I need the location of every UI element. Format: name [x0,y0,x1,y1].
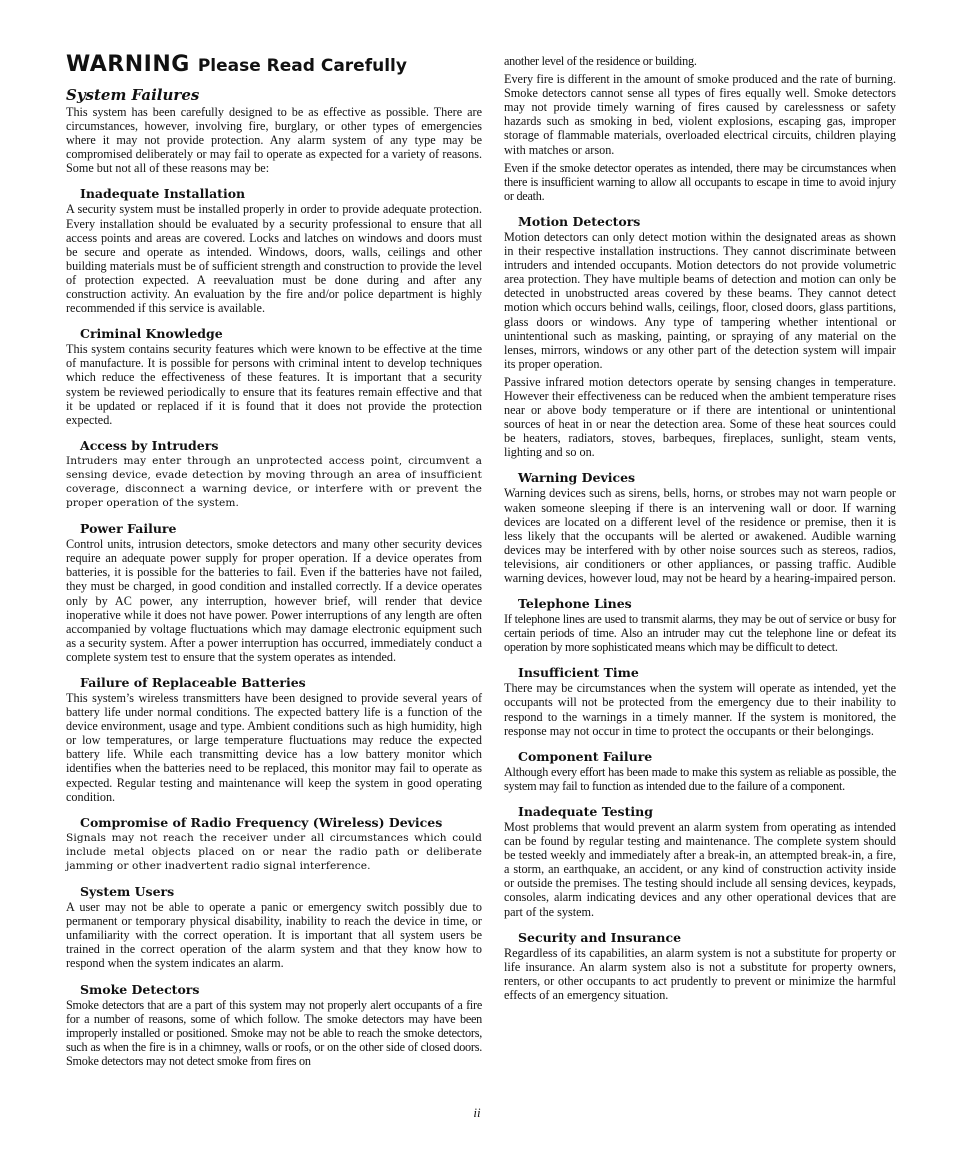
heading-criminal-knowledge: Criminal Knowledge [80,326,223,342]
paragraph-smoke-continued: another level of the residence or building. [504,54,697,68]
heading-inadequate-installation: Inadequate Installation [80,186,246,202]
heading-warning-devices: Warning Devices [518,470,636,486]
heading-security-insurance: Security and Insurance [518,929,682,945]
heading-access-by-intruders: Access by Intruders [80,437,219,453]
heading-component-failure: Component Failure [518,748,653,764]
paragraph-security-insurance: Regardless of its capabilities, an alarm system is not a substitute for property or life insurance. An alarm system also is not a substitute for property owners, renters, or other occupants to act prudently to prevent or minimize the harmful effects of an emergency situation. [504,945,896,1002]
paragraph-motion-detectors: Motion detectors can only detect motion within the designated areas as shown in their respective installation instructions. They cannot discriminate between intruders and intended occupants. Motion detectors do not provide volumetric area protection. They have multiple beams of detection and motion can only be detected in unobstructed areas covered by these beams. They cannot detect motion which occurs behind walls, ceilings, floor, closed doors, glass partitions, glass doors or windows. Any type of tampering whether intentional or unintentional such as masking, painting, or spraying of any material on the lenses, mirrors, windows or any other part of the detection system will impair its proper operation. [504,229,896,371]
paragraph-inadequate-testing: Most problems that would prevent an alarm system from operating as intended can be found by regular testing and maintenance. The complete system should be tested weekly and immediately after a break-in, an attempted break-in, a fire, a storm, an earthquake, an accident, or any kind of construction activity inside or outside the premises. The testing should include all sensing devices, keypads, consoles, alarm indicating devices and any other operational devices that are part of the system. [504,819,896,919]
paragraph-power-failure: Control units, intrusion detectors, smoke detectors and many other security devices require an adequate power supply for proper operation. If a device operates from batteries, it is possible for the batteries to fail. Even if the batteries have not failed, they must be charged, in good condition and installed correctly. If a device operates only by AC power, any interruption, however brief, will render that device inoperative while it does not have power. Power interruptions of any length are often accompanied by voltage fluctuations which may damage electronic equipment such as a security system. After a power interruption has occurred, immediately conduct a complete system test to ensure that the system operates as intended. [66,537,482,664]
warning-header [66,52,482,80]
paragraph-replaceable-batteries: This system’s wireless transmitters have been designed to provide several years of battery life under normal conditions. The expected battery life is a function of the device environment, usage and type. Ambient conditions such as high humidity, high or low temperatures, or large temperature fluctuations may reduce the expected battery life. While each transmitting device has a low battery monitor which identifies when the batteries need to be replaced, this monitor may fail to operate as expected. Regular testing and maintenance will keep the system in good operating condition. [66,691,482,804]
warning-label: WARNING [66,52,190,77]
heading-telephone-lines: Telephone Lines [518,596,632,612]
paragraph-criminal-knowledge: This system contains security features which were known to be effective at the time of manufacture. It is possible for persons with criminal intent to develop techniques which reduce the effectiveness of these features. It is important that a security system be reviewed periodically to ensure that its features remain effective and that it be updated or replaced if it is found that it does not provide the protection expected. [66,342,482,427]
right-column [504,54,896,1006]
paragraph-passive-infrared: Passive infrared motion detectors operate by sensing changes in temperature. However their effectiveness can be reduced when the ambient temperature rises near or above body temperature or if there are intentional or unintentional sources of heat in or near the detection area. Some of these heat sources could be heaters, radiators, stoves, barbeques, fireplaces, sunlight, steam vents, lighting and so on. [504,374,896,460]
heading-system-users: System Users [80,884,175,900]
left-column [66,52,482,1072]
heading-radio-frequency: Compromise of Radio Frequency (Wireless) Devices [80,814,443,830]
paragraph-radio-frequency: Signals may not reach the receiver under all circumstances which could include metal objects placed on or near the radio path or deliberate jamming or other inadvertent radio signal interference. [66,831,482,872]
heading-motion-detectors: Motion Detectors [518,213,641,229]
heading-inadequate-testing: Inadequate Testing [518,803,653,819]
section-title: System Failures [66,86,200,104]
warning-subtitle: Please Read Carefully [197,56,407,76]
paragraph-access-by-intruders: Intruders may enter through an unprotected access point, circumvent a sensing device, evade detection by moving through an area of insufficient coverage, disconnect a warning device, or interfere with or prevent the proper operation of the system. [66,454,482,510]
paragraph-smoke-p2: Every fire is different in the amount of smoke produced and the rate of burning. Smoke detectors cannot sense all types of fires equally well. Smoke detectors may not provide timely warning of fires caused by carelessness or safety hazards such as smoking in bed, violent explosions, escaping gas, improper storage of flammable materials, overloaded electrical circuits, children playing with matches or arson. [504,72,896,157]
heading-replaceable-batteries: Failure of Replaceable Batteries [80,675,306,690]
paragraph-warning-devices: Warning devices such as sirens, bells, horns, or strobes may not warn people or waken someone sleeping if there is an intervening wall or door. If warning devices are located on a different level of the residence or premise, then it is less likely that the occupants will be alerted or awakened. Audible warning devices may be interfered with by other noise sources such as stereos, radios, televisions, air conditioners or other appliances, or passing traffic. Audible warning devices, however loud, may not be heard by a hearing-impaired person. [504,486,896,585]
page-number: ii [473,1105,481,1120]
paragraph-component-failure: Although every effort has been made to make this system as reliable as possible, the system may fail to function as intended due to the failure of a component. [504,764,896,793]
paragraph-insufficient-time: There may be circumstances when the system will operate as intended, yet the occupants will not be protected from the emergency due to their inability to respond to the warnings in a timely manner. If the system is monitored, the response may not occur in time to protect the occupants or their belongings. [504,681,896,738]
heading-insufficient-time: Insufficient Time [518,665,639,681]
paragraph-smoke-detectors: Smoke detectors that are a part of this system may not properly alert occupants of a fire for a number of reasons, some of which follow. The smoke detectors may have been improperly installed or positioned. Smoke may not be able to reach the smoke detectors, such as when the fire is in a chimney, walls or roofs, or on the other side of closed doors. Smoke detectors may not detect smoke from fires on [66,997,482,1068]
paragraph-telephone-lines: If telephone lines are used to transmit alarms, they may be out of service or busy for certain periods of time. Also an intruder may cut the telephone line or defeat its operation by more sophisticated means which may be difficult to detect. [504,612,896,655]
heading-power-failure: Power Failure [80,521,177,537]
paragraph-system-users: A user may not be able to operate a panic or emergency switch possibly due to permanent or temporary physical disability, inability to reach the device in time, or unfamiliarity with the correct operation. It is important that all system users be trained in the correct operation of the alarm system and that they know how to respond when the system indicates an alarm. [66,900,482,971]
intro-paragraph: This system has been carefully designed to be as effective as possible. There are circumstances, however, involving fire, burglary, or other types of emergencies where it may not provide protection. Any alarm system of any type may be compromised deliberately or may fail to operate as expected for a variety of reasons. Some but not all of these reasons may be: [66,105,482,176]
paragraph-inadequate-installation: A security system must be installed properly in order to provide adequate protection. Every installation should be evaluated by a security professional to ensure that all access points and areas are covered. Locks and latches on windows and doors must be secure and operate as intended. Windows, doors, walls, ceilings and other building materials must be of sufficient strength and construction to provide the level of protection expected. A reevaluation must be done during and after any construction activity. An evaluation by the fire and/or police department is highly recommended if this service is available. [66,202,482,316]
paragraph-smoke-p3: Even if the smoke detector operates as intended, there may be circumstances when there is insufficient warning to allow all occupants to escape in time to avoid injury or death. [504,160,896,203]
heading-smoke-detectors: Smoke Detectors [80,981,200,997]
